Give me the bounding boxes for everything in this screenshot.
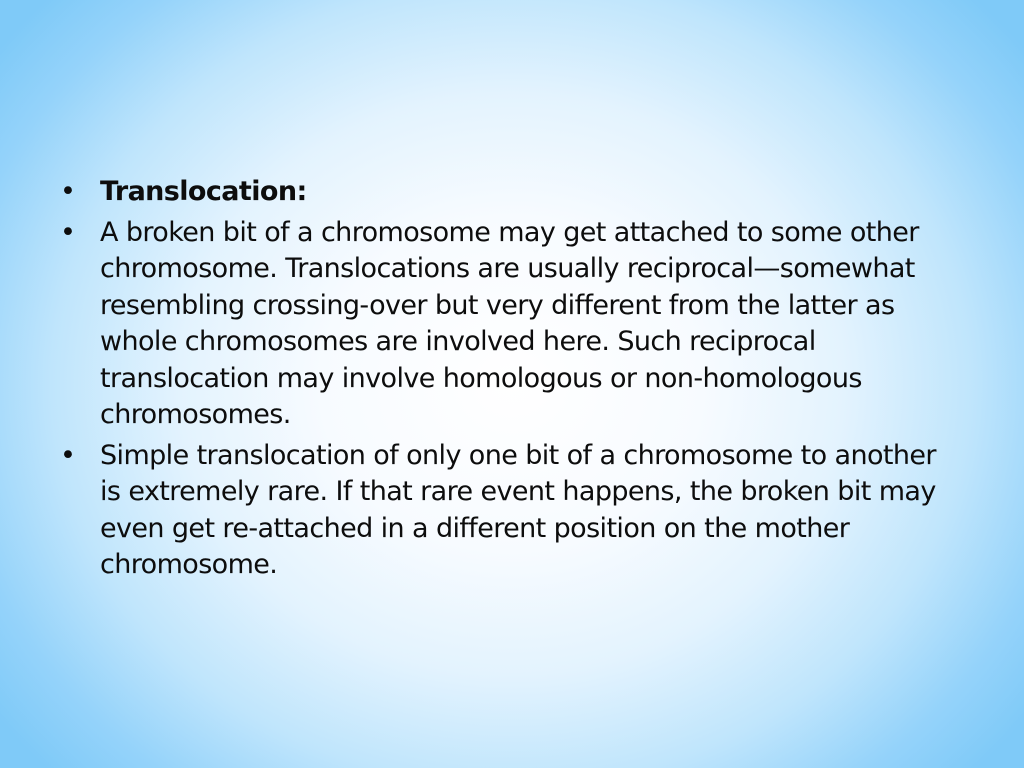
bullet-dot-icon: • bbox=[60, 439, 76, 471]
bullet-item-simple-translocation bbox=[58, 438, 958, 584]
bullet-item-heading bbox=[58, 174, 958, 211]
bullet-simple-translocation-text: Simple translocation of only one bit of a chromosome to another is extremely rare. If that rare event happens, the broken bit may even get re-attached in a different position on the mother chromosome. bbox=[100, 439, 936, 580]
bullet-dot-icon: • bbox=[60, 176, 76, 207]
bullet-dot-icon: • bbox=[60, 216, 76, 248]
slide-content bbox=[58, 174, 958, 588]
bullet-heading-text: Translocation: bbox=[100, 176, 307, 207]
bullet-definition-text: A broken bit of a chromosome may get attached to some other chromosome. Translocations are usually reciprocal—somewhat resembling crossing-over but very different from the latter as whole chromosomes are involved here. Such reciprocal translocation may involve homologous or non-homologous chromosomes. bbox=[100, 216, 919, 430]
bullet-item-definition bbox=[58, 215, 958, 434]
bullet-list bbox=[58, 174, 958, 584]
